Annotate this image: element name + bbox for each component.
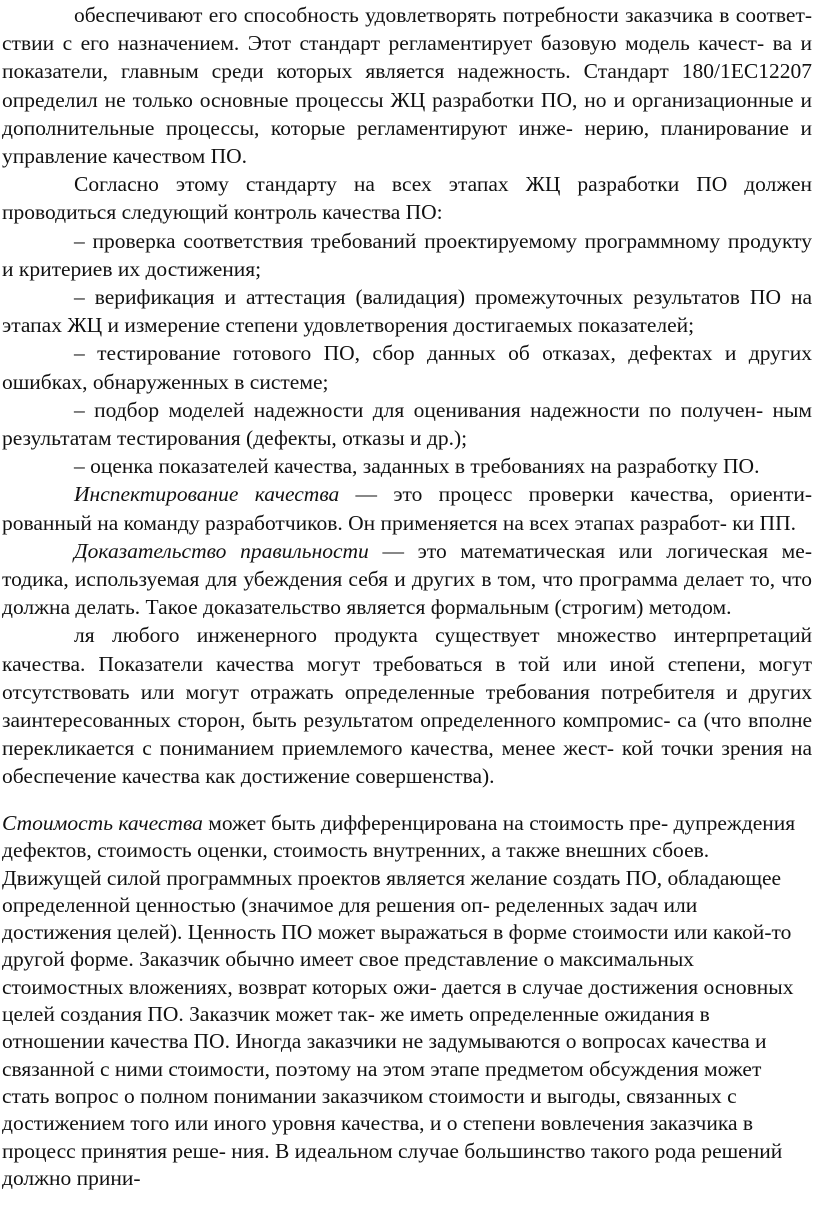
term-cost: Стоимость качества — [2, 811, 203, 835]
definition-paragraph — [2, 480, 812, 536]
list-item: – подбор моделей надежности для оценивания надежности по получен- ным результатам тестирования (дефекты, отказы и др.); — [2, 397, 812, 451]
term-proof: Доказательство правильности — [74, 538, 369, 563]
document-body-continued — [2, 810, 812, 1192]
document-body — [2, 1, 812, 791]
list-item: – верификация и аттестация (валидация) промежуточных результатов ПО на этапах ЖЦ и измерение степени удовлетворения достигаемых показателей; — [2, 285, 812, 338]
definition-text: может быть дифференцирована на стоимость пре- дупреждения дефектов, стоимость оценки, стоимость внутренних, а также внешних сбоев. Движущей силой программных проектов является желание создать ПО, обладающее определенной ценностью (значимое для решения оп- ределенных задач или достижения целей). Ценность ПО может выражаться в форме стоимости или какой-то другой форме. Заказчик обычно имеет свое представление о максимальных стоимостных вложениях, возврат которых ожи- дается в случае достижения основных целей создания ПО. Заказчик может так- же иметь определенные ожидания в отношении качества ПО. Иногда заказчики не задумываются о вопросах качества и связанной с ними стоимости, поэтому на этом этапе предметом обсуждения может стать вопрос о полном понимании заказчиком стоимости и выгоды, связанных с достижением того или иного уровня качества, и о степени вовлечения заказчика в процесс принятия реше- ния. В идеальном случае большинство такого рода решений должно прини- — [2, 811, 796, 1190]
term-inspection: Инспектирование качества — [74, 482, 340, 507]
list-item: – проверка соответствия требований проектируемому программному продукту и критериев их достижения; — [2, 228, 812, 281]
list-item: – тестирование готового ПО, сбор данных об отказах, дефектах и других ошибках, обнаруженных в системе; — [2, 341, 812, 394]
definition-paragraph — [2, 537, 812, 622]
definition-paragraph — [2, 810, 812, 1192]
definition-text: — это математическая или логическая ме- тодика, используемая для убеждения себя и других в том, что программа делает то, что должна делать. Такое доказательство является формальным (строгим) методом. — [2, 538, 812, 620]
paragraph: ля любого инженерного продукта существует множество интерпретаций качества. Показатели качества могут требоваться в той или иной степени, могут отсутствовать или могут отражать определенные требования потребителя и других заинтересованных сторон, быть результатом определенного компромис- са (что вполне перекликается с пониманием приемлемого качества, менее жест- кой точки зрения на обеспечение качества как достижение совершенства). — [2, 623, 812, 789]
paragraph: Согласно этому стандарту на всех этапах ЖЦ разработки ПО должен проводиться следующий контроль качества ПО: — [2, 172, 812, 225]
list-item: – оценка показателей качества, заданных в требованиях на разработку ПО. — [74, 454, 760, 479]
definition-text: — это процесс проверки качества, ориенти- рованный на команду разработчиков. Он применяется на всех этапах разработ- ки ПП. — [2, 482, 813, 535]
paragraph: обеспечивают его способность удовлетворять потребности заказчика в соответ- ствии с его назначением. Этот стандарт регламентирует базовую модель качест- ва и показатели, главным среди которых является надежность. Стандарт 180/1ЕС12207 определил не только основные процессы ЖЦ разработки ПО, но и организационные и дополнительные процессы, которые регламентируют инже- нерию, планирование и управление качеством ПО. — [2, 3, 812, 169]
